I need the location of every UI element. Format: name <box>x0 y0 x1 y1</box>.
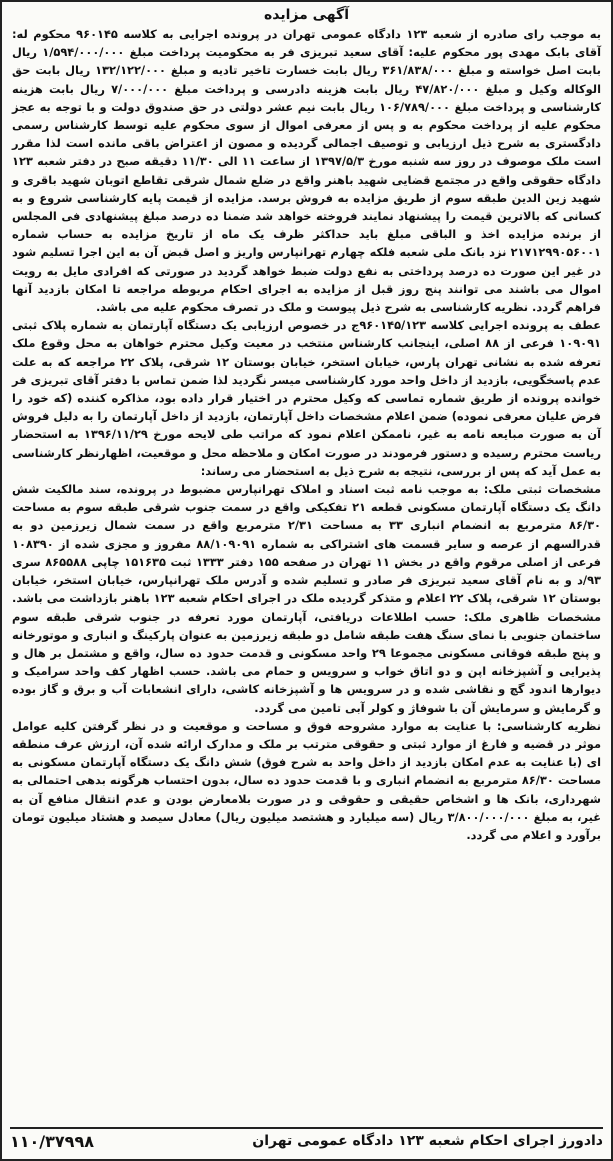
signature-line: دادورز اجرای احکام شعبه ۱۲۳ دادگاه عمومی تهران <box>252 1133 603 1149</box>
notice-paragraph-inspection: عطف به پرونده اجرایی کلاسه ۹۶۰۱۴۵/۱۲۳ج در خصوص ارزیابی یک دستگاه آپارتمان به شماره پلاک ثبتی ۱۰۹۰۹۱ فرعی از ۸۸ اصلی، اینجانب کارشناس منتخب در معیت وکیل محترم خواهان به محل وقوع ملک تعرفه شده به نشانی تهران پارس، خیابان استخر، خیابان بوستان ۱۲ شرقی، پلاک ۲۲ مراجعه که به علت عدم پاسخگویی، بازدید از داخل واحد مورد کارشناسی میسر نگردید لذا ضمن تماس با دفتر آقای تبریزی فر خوانده پرونده از طریق شماره تماسی که وکیل محترم در اختیار قرار داده بود، مذاکره کننده (که خود را فرض علیان معرفی نموده) ضمن اعلام مشخصات داخل آپارتمان، بازدید از داخل آپارتمان را به دلیل فروش آن به صورت مبایعه نامه به غیر، ناممکن اعلام نمود که مراتب طی لایحه مورخ ۱۳۹۶/۱۱/۲۹ به استحضار ریاست محترم رسیده و دستور فرمودند در صورت امکان و ملاحظه محل و موقعیت، اظهارنظر کارشناسی به عمل آید که پس از بررسی، نتیجه به شرح ذیل به استحضار می رساند: <box>12 318 602 478</box>
notice-footer <box>10 1127 603 1153</box>
notice-paragraph-registration: مشخصات ثبتی ملک: به موجب نامه ثبت اسناد و املاک تهرانپارس مضبوط در پرونده، سند مالکیت شش دانگ یک دستگاه آپارتمان مسکونی قطعه ۲۱ تفکیکی واقع در سمت جنوب شرقی طبقه سوم به مساحت ۸۶/۳۰ مترمربع به انضمام انباری ۳۳ به مساحت ۲/۳۱ مترمربع واقع در سمت شمال زیرزمین دو به قدرالسهم از عرصه و سایر قسمت های اشتراکی به شماره ۸۸/۱۰۹۰۹۱ مفروز و مجزی شده از ۱۰۸۳۹۰ فرعی از اصلی مرقوم واقع در بخش ۱۱ تهران در صفحه ۱۵۵ دفتر ۱۳۳۳ ثبت ۱۵۱۶۳۵ چاپی ۸۶۵۵۸۸ سری ۹۳/د و به نام آقای سعید تبریزی فر صادر و تسلیم شده و آدرس ملک تهرانپارس، خیابان استخر، خیابان بوستان ۱۲ شرقی، پلاک ۲۲ اعلام و متذکر گردیده ملک در اجرای احکام شعبه ۱۲۳ باهنر بازداشت می باشد. مشخصات ظاهری ملک: حسب اطلاعات دریافتی، آپارتمان مورد تعرفه در جنوب شرقی طبقه سوم ساختمان جنوبی با نمای سنگ هفت طبقه شامل دو طبقه زیرزمین به عنوان پارکینگ و انباری و موتورخانه و پنج طبقه فوقانی مسکونی مجموعا ۲۹ واحد مسکونی و قدمت حدود ده سال، واقع و مشتمل بر هال و پذیرایی و آشپزخانه اپن و دو اتاق خواب و سرویس و حمام می باشد. حسب اظهار کف واحد سرامیک و دیوارها اندود گچ و نقاشی شده و در سرویس ها و آشپزخانه کاشی، دارای انشعابات آب و برق و گاز بوده و گرمایش و سرمایش آن با شوفاژ و کولر آبی تامین می گردد. <box>12 482 601 715</box>
notice-paragraph-main: به موجب رای صادره از شعبه ۱۲۳ دادگاه عمومی تهران در پرونده اجرایی به کلاسه ۹۶۰۱۴۵ محکوم له: آقای بابک مهدی پور محکوم علیه: آقای سعید تبریزی فر به محکومیت پرداخت مبلغ ۱/۵۹۴/۰۰۰/۰۰۰ ریال بابت اصل خواسته و مبلغ ۳۶۱/۸۳۸/۰۰۰ ریال بابت خسارت تاخیر تادیه و مبلغ ۱۳۲/۱۲۲/۰۰۰ ریال بابت حق الوکاله وکیل و مبلغ ۴۷/۸۲۰/۰۰۰ ریال بابت هزینه دادرسی و پرداخت مبلغ ۷/۰۰۰/۰۰۰ ریال بابت هزینه کارشناسی و پرداخت مبلغ ۱۰۶/۷۸۹/۰۰۰ ریال بابت نیم عشر دولتی در حق صندوق دولت و با توجه به عجز محکوم علیه از پرداخت محکوم به و پس از معرفی اموال از سوی محکوم علیه توسط کارشناس رسمی دادگستری به شرح ذیل ارزیابی و توصیف اجمالی گردیده و مصون از اعتراض باقی مانده است لذا مقرر است ملک موصوف در روز سه شنبه مورخ ۱۳۹۷/۵/۳ از ساعت ۱۱ الی ۱۱/۳۰ دقیقه صبح در دفتر شعبه ۱۲۳ دادگاه حقوقی واقع در مجتمع قضایی شهید باهنر واقع در ضلع شمال شرقی تقاطع اتوبان شهید باقری و شهید زین الدین طبقه سوم از طریق مزایده به فروش برسد. مزایده از قیمت پایه کارشناسی شروع و به کسانی که بالاترین قیمت را پیشنهاد نمایند فروخته خواهد شد ضمنا ده درصد مبلغ پیشنهادی فی المجلس از برنده مزایده اخذ و الباقی مبلغ باید حداکثر ظرف یک ماه از تاریخ مزایده به حساب شماره ۲۱۷۱۲۹۹۰۵۶۰۰۱ نزد بانک ملی شعبه فلکه چهارم تهرانپارس واریز و اصل قبض آن به این اجرا تسلیم شود در غیر این صورت ده درصد پرداختی به نفع دولت ضبط خواهد گردید در صورتی که افرادی مایل به رویت اموال می باشند می توانند پنج روز قبل از مزایده به اجرای احکام مربوطه مراجعه تا امکان بازدید آنها فراهم گردد. نظریه کارشناسی به شرح ذیل پیوست و ملک در تصرف محکوم علیه می باشد. <box>12 27 601 315</box>
notice-paragraph-appraisal: نظریه کارشناسی: با عنایت به موارد مشروحه فوق و مساحت و موقعیت و در نظر گرفتن کلیه عوامل موثر در قضیه و فارغ از موارد ثبتی و حقوقی مترتب بر ملک و مدارک ارائه شده آن، ارزش عرف منطقه ای (با عنایت به عدم امکان بازدید از داخل واحد به شرح فوق) شش دانگ یک دستگاه آپارتمان مسکونی به مساحت ۸۶/۳۰ مترمربع به انضمام انباری و با قدمت حدود ده سال، بدون احتساب هرگونه بدهی احتمالی به شهرداری، بانک ها و اشخاص حقیقی و حقوقی و در صورت بلامعارض بودن و عدم انتقال منافع آن به غیر، به مبلغ ۳/۸۰۰/۰۰۰/۰۰۰ ریال (سه میلیارد و هشتصد میلیون ریال) معادل سیصد و هشتاد میلیون تومان برآورد و اعلام می گردد. <box>12 718 602 842</box>
notice-title: آگهی مزایده <box>263 7 349 23</box>
ad-number: ۱۱۰/۳۷۹۹۸ <box>10 1131 94 1151</box>
